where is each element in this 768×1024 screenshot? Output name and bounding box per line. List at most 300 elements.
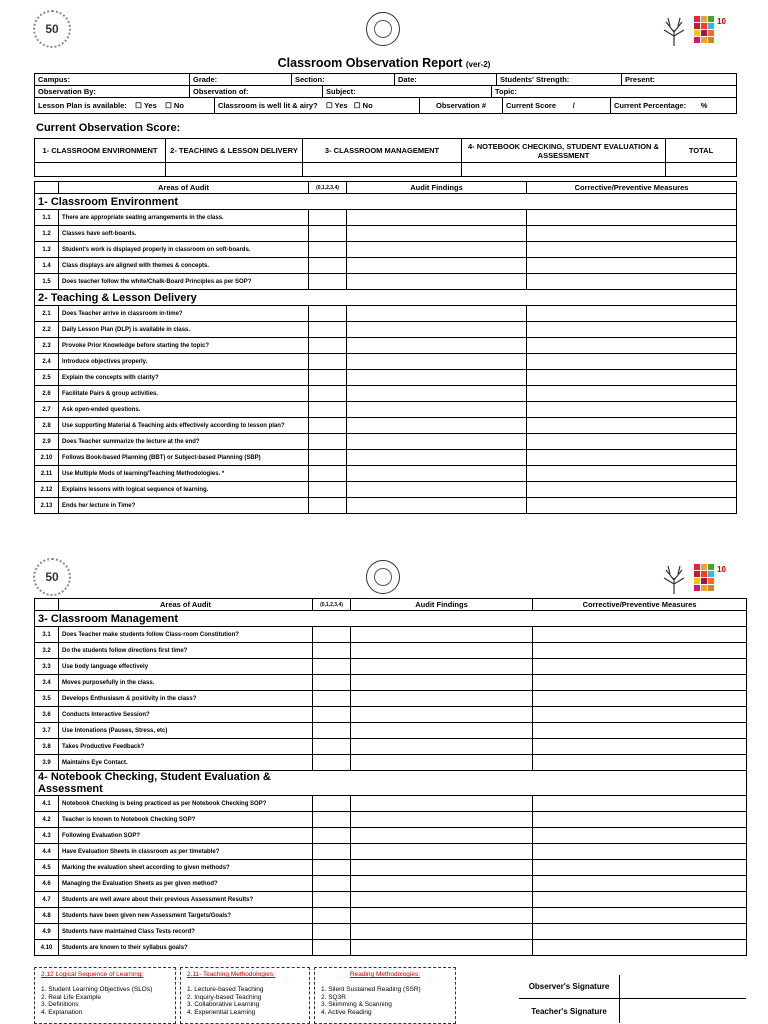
table-row bbox=[35, 675, 747, 691]
measures-cell[interactable] bbox=[533, 828, 747, 844]
table-row bbox=[35, 306, 737, 322]
findings-cell[interactable] bbox=[351, 828, 533, 844]
item-number: 2.10 bbox=[35, 450, 59, 466]
observer-signature-label: Observer's Signature bbox=[528, 982, 610, 991]
findings-cell[interactable] bbox=[347, 210, 527, 226]
score-cell[interactable] bbox=[309, 370, 347, 386]
measures-cell[interactable] bbox=[527, 498, 737, 514]
anniversary-logo: 50 bbox=[33, 558, 71, 596]
measures-cell[interactable] bbox=[533, 876, 747, 892]
findings-cell[interactable] bbox=[351, 675, 533, 691]
score-cell[interactable] bbox=[313, 691, 351, 707]
findings-cell[interactable] bbox=[351, 876, 533, 892]
item-number: 4.1 bbox=[35, 796, 59, 812]
section-heading-row bbox=[35, 771, 747, 796]
item-text: Daily Lesson Plan (DLP) is available in class. bbox=[59, 322, 309, 338]
item-number: 2.4 bbox=[35, 354, 59, 370]
item-text: Following Evaluation SOP? bbox=[59, 828, 313, 844]
item-number: 2.2 bbox=[35, 322, 59, 338]
measures-cell[interactable] bbox=[527, 242, 737, 258]
classroom-lit-no-checkbox[interactable]: ☐ No bbox=[353, 101, 373, 110]
current-percentage-field[interactable] bbox=[611, 98, 737, 114]
item-number: 4.3 bbox=[35, 828, 59, 844]
item-number: 4.9 bbox=[35, 924, 59, 940]
item-number: 2.13 bbox=[35, 498, 59, 514]
table-row bbox=[35, 796, 747, 812]
measures-cell[interactable] bbox=[533, 691, 747, 707]
item-text: Does Teacher summarize the lecture at the end? bbox=[59, 434, 309, 450]
item-text: Does Teacher make students follow Class-room Constitution? bbox=[59, 627, 313, 643]
section-field[interactable]: Section: bbox=[292, 74, 395, 86]
findings-cell[interactable] bbox=[351, 924, 533, 940]
item-text: Marking the evaluation sheet according to given methods? bbox=[59, 860, 313, 876]
score-cell[interactable] bbox=[309, 338, 347, 354]
findings-cell[interactable] bbox=[347, 258, 527, 274]
item-number: 3.5 bbox=[35, 691, 59, 707]
score-cell[interactable] bbox=[309, 258, 347, 274]
measures-cell[interactable] bbox=[533, 908, 747, 924]
table-row bbox=[35, 707, 747, 723]
school-seal-icon bbox=[366, 560, 400, 594]
school-seal-icon bbox=[366, 12, 400, 46]
score-cell[interactable] bbox=[309, 306, 347, 322]
item-number: 2.5 bbox=[35, 370, 59, 386]
item-text: Teacher is known to Notebook Checking SOP? bbox=[59, 812, 313, 828]
item-number: 4.4 bbox=[35, 844, 59, 860]
teaching-methodologies-box bbox=[180, 967, 310, 1024]
findings-cell[interactable] bbox=[351, 812, 533, 828]
score-cell[interactable] bbox=[313, 627, 351, 643]
campus-field[interactable]: Campus: bbox=[35, 74, 190, 86]
table-row bbox=[35, 739, 747, 755]
score-cell[interactable] bbox=[309, 434, 347, 450]
reading-methodologies-title: Reading Methodologies: bbox=[349, 971, 421, 978]
score-cell[interactable] bbox=[309, 386, 347, 402]
table-row bbox=[35, 258, 737, 274]
table-row bbox=[35, 402, 737, 418]
measures-cell[interactable] bbox=[527, 322, 737, 338]
measures-cell[interactable] bbox=[533, 812, 747, 828]
score-cell[interactable] bbox=[313, 723, 351, 739]
measures-cell[interactable] bbox=[533, 860, 747, 876]
findings-cell[interactable] bbox=[351, 627, 533, 643]
findings-cell[interactable] bbox=[351, 723, 533, 739]
item-number: 3.8 bbox=[35, 739, 59, 755]
section-blank-cell bbox=[527, 194, 737, 210]
score-cell[interactable] bbox=[313, 812, 351, 828]
findings-cell[interactable] bbox=[351, 755, 533, 771]
measures-cell[interactable] bbox=[533, 643, 747, 659]
item-text: Develops Enthusiasm & positivity in the class? bbox=[59, 691, 313, 707]
measures-cell[interactable] bbox=[527, 482, 737, 498]
measures-cell[interactable] bbox=[533, 796, 747, 812]
measures-cell[interactable] bbox=[527, 434, 737, 450]
teaching-methodologies-title: 2.11- Teaching Methodologies: bbox=[187, 971, 275, 978]
section-blank-cell bbox=[313, 611, 351, 627]
subject-field[interactable]: Subject: bbox=[323, 86, 492, 98]
section-heading-row bbox=[35, 194, 737, 210]
score-cell[interactable] bbox=[313, 659, 351, 675]
findings-cell[interactable] bbox=[351, 860, 533, 876]
logical-sequence-box bbox=[34, 967, 176, 1024]
findings-cell[interactable] bbox=[347, 402, 527, 418]
measures-cell[interactable] bbox=[527, 338, 737, 354]
item-text: Ask open-ended questions. bbox=[59, 402, 309, 418]
list-item: 3. Collaborative Learning bbox=[187, 1001, 260, 1009]
item-text: Introduce objectives properly. bbox=[59, 354, 309, 370]
score-input-total[interactable] bbox=[666, 163, 737, 177]
score-cell[interactable] bbox=[309, 482, 347, 498]
measures-cell[interactable] bbox=[527, 386, 737, 402]
score-cell[interactable] bbox=[313, 796, 351, 812]
section-title: 3- Classroom Management bbox=[35, 611, 313, 627]
measures-cell[interactable] bbox=[533, 707, 747, 723]
measures-cell[interactable] bbox=[533, 675, 747, 691]
score-cell[interactable] bbox=[313, 844, 351, 860]
item-number: 3.7 bbox=[35, 723, 59, 739]
score-cell[interactable] bbox=[313, 924, 351, 940]
score-cell[interactable] bbox=[313, 908, 351, 924]
item-text: Does Teacher arrive in classroom in-time? bbox=[59, 306, 309, 322]
score-cell[interactable] bbox=[313, 643, 351, 659]
section-heading-row bbox=[35, 290, 737, 306]
report-title: Classroom Observation Report (ver-2) bbox=[277, 56, 491, 70]
item-number: 2.6 bbox=[35, 386, 59, 402]
audit-header-blank bbox=[35, 599, 59, 611]
item-text: Takes Productive Feedback? bbox=[59, 739, 313, 755]
measures-cell[interactable] bbox=[527, 370, 737, 386]
table-row bbox=[35, 434, 737, 450]
score-cell[interactable] bbox=[309, 402, 347, 418]
audit-header-areas: Areas of Audit bbox=[59, 182, 309, 194]
findings-cell[interactable] bbox=[351, 908, 533, 924]
lesson-plan-label: Lesson Plan is available: bbox=[38, 101, 127, 110]
lesson-plan-yes-checkbox[interactable]: ☐ Yes bbox=[135, 101, 157, 110]
table-row bbox=[35, 643, 747, 659]
table-row bbox=[35, 482, 737, 498]
item-text: Managing the Evaluation Sheets as per given method? bbox=[59, 876, 313, 892]
list-item: 1. Student Learning Objectives (SLOs) bbox=[41, 986, 153, 993]
audit-header-blank bbox=[35, 182, 59, 194]
item-number: 1.1 bbox=[35, 210, 59, 226]
list-item: 2. SQ3R bbox=[321, 993, 346, 1001]
audit-header-findings: Audit Findings bbox=[347, 182, 527, 194]
table-row bbox=[35, 370, 737, 386]
score-input-2[interactable] bbox=[166, 163, 303, 177]
date-field[interactable]: Date: bbox=[395, 74, 497, 86]
findings-cell[interactable] bbox=[347, 306, 527, 322]
score-col-total: TOTAL bbox=[666, 139, 737, 163]
score-cell[interactable] bbox=[313, 892, 351, 908]
score-cell[interactable] bbox=[313, 860, 351, 876]
item-text: Students are known to their syllabus goals? bbox=[59, 940, 313, 956]
measures-cell[interactable] bbox=[533, 659, 747, 675]
score-input-1[interactable] bbox=[35, 163, 166, 177]
table-row bbox=[35, 940, 747, 956]
teacher-signature-row[interactable] bbox=[519, 999, 746, 1023]
item-number: 4.8 bbox=[35, 908, 59, 924]
observer-signature-row[interactable] bbox=[519, 975, 746, 999]
table-row bbox=[35, 210, 737, 226]
section-blank-cell bbox=[351, 611, 533, 627]
table-row bbox=[35, 860, 747, 876]
item-number: 1.3 bbox=[35, 242, 59, 258]
item-number: 3.4 bbox=[35, 675, 59, 691]
audit-header-scale: (0,1,2,3,4) bbox=[309, 182, 347, 194]
item-text: Explain the concepts with clarity? bbox=[59, 370, 309, 386]
list-item: 2. Real Life Example bbox=[41, 993, 101, 1001]
measures-cell[interactable] bbox=[527, 450, 737, 466]
item-text: Use Multiple Mods of learning/Teaching Methodologies. * bbox=[59, 466, 309, 482]
findings-cell[interactable] bbox=[351, 707, 533, 723]
item-text: Explains lessons with logical sequence of learning. bbox=[59, 482, 309, 498]
item-number: 1.5 bbox=[35, 274, 59, 290]
score-cell[interactable] bbox=[313, 739, 351, 755]
table-row bbox=[35, 924, 747, 940]
audit-table-1 bbox=[34, 181, 737, 514]
item-text: Do the students follow directions first time? bbox=[59, 643, 313, 659]
section-title: 4- Notebook Checking, Student Evaluation & Assessment bbox=[35, 771, 313, 796]
score-title: Current Observation Score: bbox=[36, 122, 181, 134]
measures-cell[interactable] bbox=[533, 627, 747, 643]
findings-cell[interactable] bbox=[351, 844, 533, 860]
findings-cell[interactable] bbox=[347, 338, 527, 354]
audit-header-scale: (0,1,2,3,4) bbox=[313, 599, 351, 611]
findings-cell[interactable] bbox=[351, 739, 533, 755]
measures-cell[interactable] bbox=[527, 306, 737, 322]
svg-text:10: 10 bbox=[717, 17, 726, 26]
table-row bbox=[35, 828, 747, 844]
findings-cell[interactable] bbox=[347, 466, 527, 482]
findings-cell[interactable] bbox=[347, 226, 527, 242]
findings-cell[interactable] bbox=[351, 691, 533, 707]
item-text: Student's work is displayed properly in classroom on soft-boards. bbox=[59, 242, 309, 258]
section-blank-cell bbox=[347, 290, 527, 306]
measures-cell[interactable] bbox=[527, 258, 737, 274]
measures-cell[interactable] bbox=[533, 924, 747, 940]
item-text: Notebook Checking is being practiced as per Notebook Checking SOP? bbox=[59, 796, 313, 812]
measures-cell[interactable] bbox=[533, 892, 747, 908]
item-text: Conducts Interactive Session? bbox=[59, 707, 313, 723]
findings-cell[interactable] bbox=[347, 434, 527, 450]
list-item: 3. Definitions bbox=[41, 1001, 79, 1009]
score-col-1: 1- CLASSROOM ENVIRONMENT bbox=[35, 139, 166, 163]
score-cell[interactable] bbox=[309, 226, 347, 242]
anniversary-logo: 50 bbox=[33, 10, 71, 48]
score-input-3[interactable] bbox=[303, 163, 462, 177]
item-number: 3.2 bbox=[35, 643, 59, 659]
section-title: 1- Classroom Environment bbox=[35, 194, 309, 210]
lesson-plan-field[interactable] bbox=[35, 98, 215, 114]
item-number: 2.7 bbox=[35, 402, 59, 418]
score-col-4: 4- NOTEBOOK CHECKING, STUDENT EVALUATION & ASSESSMENT bbox=[462, 139, 666, 163]
item-text: Maintains Eye Contact. bbox=[59, 755, 313, 771]
score-cell[interactable] bbox=[309, 322, 347, 338]
item-text: Use supporting Material & Teaching aids effectively according to lesson plan? bbox=[59, 418, 309, 434]
score-cell[interactable] bbox=[309, 354, 347, 370]
findings-cell[interactable] bbox=[351, 892, 533, 908]
strength-field[interactable]: Students' Strength: bbox=[497, 74, 622, 86]
section-heading-row bbox=[35, 611, 747, 627]
measures-cell[interactable] bbox=[533, 755, 747, 771]
topic-field[interactable]: Topic: bbox=[492, 86, 737, 98]
findings-cell[interactable] bbox=[347, 450, 527, 466]
findings-cell[interactable] bbox=[347, 386, 527, 402]
item-number: 3.3 bbox=[35, 659, 59, 675]
grade-field[interactable]: Grade: bbox=[190, 74, 292, 86]
measures-cell[interactable] bbox=[533, 723, 747, 739]
item-text: Facilitate Pairs & group activities. bbox=[59, 386, 309, 402]
teacher-signature-label: Teacher's Signature bbox=[531, 1006, 607, 1016]
list-item: 1. Lecture-based Teaching bbox=[187, 986, 264, 993]
header-logos-2 bbox=[0, 548, 768, 604]
classroom-lit-yes-checkbox[interactable]: ☐ Yes bbox=[325, 101, 348, 110]
current-score-label: Current Score bbox=[506, 101, 557, 110]
findings-cell[interactable] bbox=[351, 940, 533, 956]
item-text: Use body language effectively bbox=[59, 659, 313, 675]
lesson-plan-no-checkbox[interactable]: ☐ No bbox=[165, 101, 184, 110]
measures-cell[interactable] bbox=[527, 354, 737, 370]
score-cell[interactable] bbox=[309, 498, 347, 514]
table-row bbox=[35, 908, 747, 924]
observation-no-field[interactable]: Observation # bbox=[420, 98, 503, 114]
logical-sequence-title: 2.12 Logical Sequence of Learning: bbox=[41, 971, 144, 978]
score-cell[interactable] bbox=[309, 274, 347, 290]
score-col-3: 3- CLASSROOM MANAGEMENT bbox=[303, 139, 462, 163]
item-number: 1.4 bbox=[35, 258, 59, 274]
measures-cell[interactable] bbox=[527, 466, 737, 482]
item-number: 4.7 bbox=[35, 892, 59, 908]
table-row bbox=[35, 386, 737, 402]
score-cell[interactable] bbox=[309, 466, 347, 482]
page-gap bbox=[0, 528, 768, 548]
findings-cell[interactable] bbox=[347, 498, 527, 514]
item-text: Does teacher follow the white/Chalk-Board Principles as per SOP? bbox=[59, 274, 309, 290]
score-input-4[interactable] bbox=[462, 163, 666, 177]
score-cell[interactable] bbox=[313, 755, 351, 771]
table-row bbox=[35, 466, 737, 482]
item-number: 3.9 bbox=[35, 755, 59, 771]
measures-cell[interactable] bbox=[527, 418, 737, 434]
score-col-2: 2- TEACHING & LESSON DELIVERY bbox=[166, 139, 303, 163]
measures-cell[interactable] bbox=[527, 210, 737, 226]
current-score-field[interactable] bbox=[503, 98, 611, 114]
item-number: 2.11 bbox=[35, 466, 59, 482]
classroom-lit-field[interactable] bbox=[215, 98, 420, 114]
section-blank-cell bbox=[309, 194, 347, 210]
table-row bbox=[35, 659, 747, 675]
item-text: Use Intonations (Pauses, Stress, etc) bbox=[59, 723, 313, 739]
section-blank-cell bbox=[347, 194, 527, 210]
score-cell[interactable] bbox=[309, 450, 347, 466]
findings-cell[interactable] bbox=[347, 370, 527, 386]
footer bbox=[34, 967, 746, 1024]
findings-cell[interactable] bbox=[347, 322, 527, 338]
item-text: Provoke Prior Knowledge before starting the topic? bbox=[59, 338, 309, 354]
item-number: 1.2 bbox=[35, 226, 59, 242]
findings-cell[interactable] bbox=[347, 354, 527, 370]
info-table-row3 bbox=[34, 97, 737, 114]
item-number: 3.1 bbox=[35, 627, 59, 643]
table-row bbox=[35, 691, 747, 707]
observation-of-field[interactable]: Observation of: bbox=[190, 86, 323, 98]
list-item: 4. Explanation bbox=[41, 1008, 83, 1016]
reading-methodologies-box bbox=[314, 967, 456, 1024]
table-row bbox=[35, 844, 747, 860]
tree-sdg-logo-icon bbox=[660, 12, 740, 48]
section-title: 2- Teaching & Lesson Delivery bbox=[35, 290, 309, 306]
item-text: Moves purposefully in the class. bbox=[59, 675, 313, 691]
item-text: Follows Book-based Planning (BBT) or Subject-based Planning (SBP) bbox=[59, 450, 309, 466]
score-cell[interactable] bbox=[309, 210, 347, 226]
findings-cell[interactable] bbox=[347, 274, 527, 290]
table-row bbox=[35, 892, 747, 908]
table-row bbox=[35, 242, 737, 258]
findings-cell[interactable] bbox=[347, 242, 527, 258]
svg-text:10: 10 bbox=[717, 565, 726, 574]
table-row bbox=[35, 226, 737, 242]
list-item: 4. Experiential Learning bbox=[187, 1008, 256, 1016]
audit-header-measures: Corrective/Preventive Measures bbox=[527, 182, 737, 194]
list-item: 1. Silent Sustained Reading (SSR) bbox=[321, 986, 421, 993]
findings-cell[interactable] bbox=[351, 796, 533, 812]
measures-cell[interactable] bbox=[533, 844, 747, 860]
item-text: Ends her lecture in Time? bbox=[59, 498, 309, 514]
item-number: 2.12 bbox=[35, 482, 59, 498]
table-row bbox=[35, 450, 737, 466]
table-row bbox=[35, 755, 747, 771]
measures-cell[interactable] bbox=[527, 402, 737, 418]
item-number: 2.9 bbox=[35, 434, 59, 450]
percent-sign: % bbox=[700, 101, 708, 110]
table-row bbox=[35, 812, 747, 828]
score-cell[interactable] bbox=[313, 876, 351, 892]
table-row bbox=[35, 354, 737, 370]
signature-divider bbox=[619, 975, 620, 1023]
measures-cell[interactable] bbox=[533, 940, 747, 956]
item-text: Students have maintained Class Tests record? bbox=[59, 924, 313, 940]
findings-cell[interactable] bbox=[347, 418, 527, 434]
item-text: Class displays are aligned with themes & concepts. bbox=[59, 258, 309, 274]
audit-header-findings: Audit Findings bbox=[351, 599, 533, 611]
score-cell[interactable] bbox=[313, 940, 351, 956]
list-item: 2. Inquiry-based Teaching bbox=[187, 993, 262, 1001]
table-row bbox=[35, 274, 737, 290]
findings-cell[interactable] bbox=[347, 482, 527, 498]
section-blank-cell bbox=[533, 771, 747, 796]
classroom-lit-label: Classroom is well lit & airy? bbox=[218, 101, 318, 110]
item-text: There are appropriate seating arrangements in the class. bbox=[59, 210, 309, 226]
score-cell[interactable] bbox=[313, 707, 351, 723]
measures-cell[interactable] bbox=[527, 274, 737, 290]
table-row bbox=[35, 627, 747, 643]
findings-cell[interactable] bbox=[351, 643, 533, 659]
header-logos bbox=[0, 0, 768, 56]
score-cell[interactable] bbox=[309, 242, 347, 258]
score-cell[interactable] bbox=[313, 675, 351, 691]
measures-cell[interactable] bbox=[527, 226, 737, 242]
item-number: 2.1 bbox=[35, 306, 59, 322]
present-field[interactable]: Present: bbox=[622, 74, 737, 86]
score-cell[interactable] bbox=[313, 828, 351, 844]
item-number: 4.6 bbox=[35, 876, 59, 892]
observation-by-field[interactable]: Observation By: bbox=[35, 86, 190, 98]
measures-cell[interactable] bbox=[533, 739, 747, 755]
findings-cell[interactable] bbox=[351, 659, 533, 675]
audit-table-2 bbox=[34, 598, 747, 956]
section-blank-cell bbox=[351, 771, 533, 796]
score-cell[interactable] bbox=[309, 418, 347, 434]
